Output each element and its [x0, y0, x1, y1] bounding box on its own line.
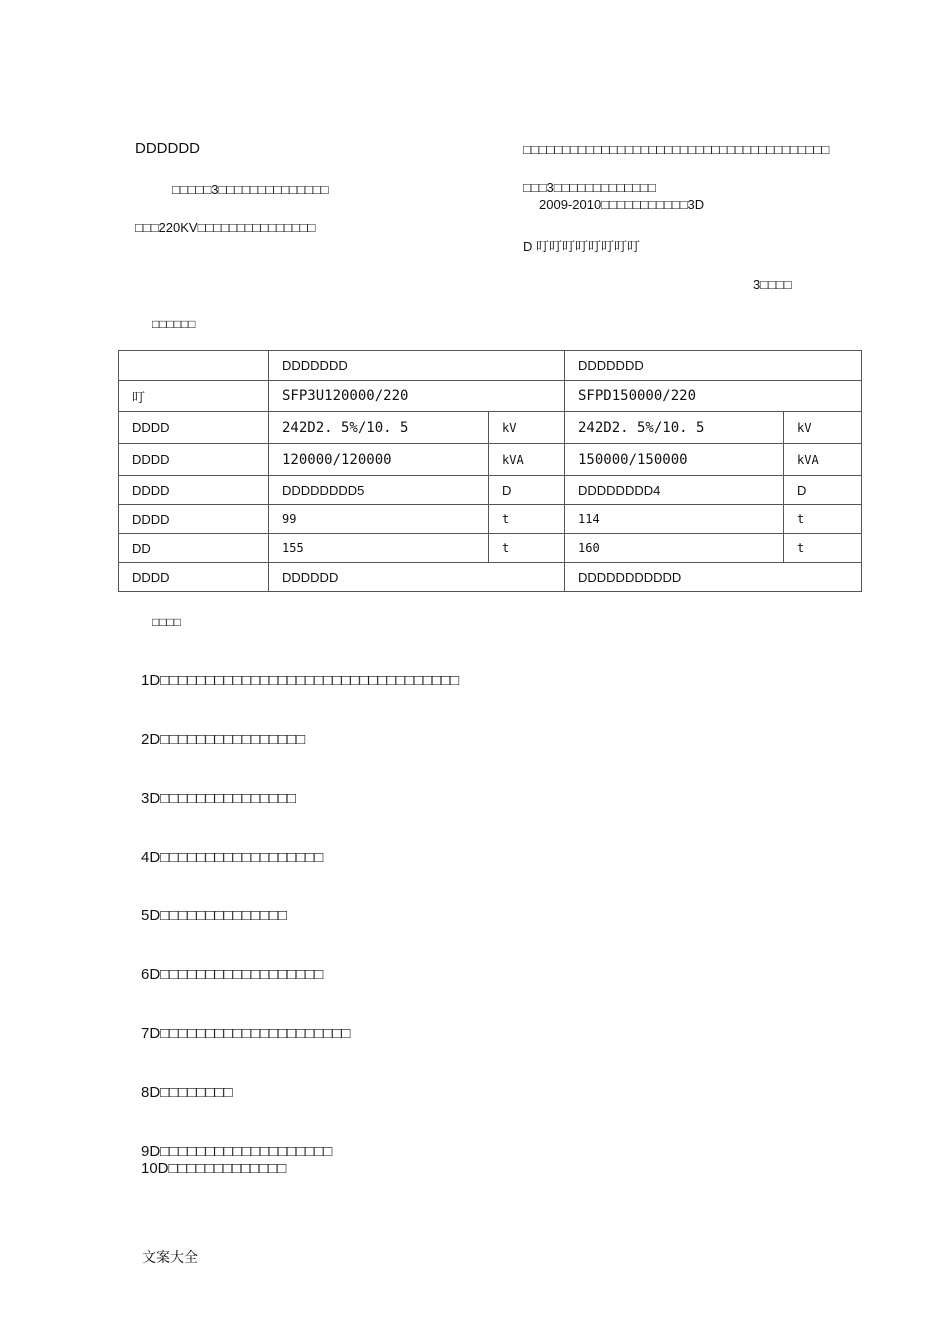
cell-a-unit: t [489, 534, 565, 563]
list-item: 8D□□□□□□□□ [141, 1084, 233, 1101]
table-header-cell: DDDDDDD [565, 351, 862, 381]
cell-b-unit: kV [784, 412, 862, 444]
table-row [119, 534, 862, 563]
footer-text: 文案大全 [142, 1250, 198, 1266]
paragraph-5: D 叮叮叮叮叮叮叮叮 [523, 239, 641, 254]
table-row [119, 563, 862, 592]
table-header-cell: DDDDDDD [269, 351, 565, 381]
list-item: 5D□□□□□□□□□□□□□□ [141, 907, 288, 924]
list-item: 1D□□□□□□□□□□□□□□□□□□□□□□□□□□□□□□□□□ [141, 672, 460, 689]
table-row [119, 444, 862, 476]
paragraph-3: 2009-2010□□□□□□□□□□□3D [539, 197, 705, 212]
left-title: DDDDDD [135, 140, 200, 157]
cell-b: DDDDDDDDDDD [565, 563, 862, 592]
row-label: 叮 [119, 381, 269, 412]
list-item: 6D□□□□□□□□□□□□□□□□□□ [141, 966, 324, 983]
row-label: DDDD [119, 444, 269, 476]
section-heading-table: □□□□□□ [152, 317, 196, 331]
cell-b: 114 [565, 505, 784, 534]
cell-a: 120000/120000 [269, 444, 489, 476]
cell-b-unit: t [784, 534, 862, 563]
cell-a-unit: D [489, 476, 565, 505]
paragraph-6: 3□□□□ [753, 277, 792, 292]
table-row [119, 381, 862, 412]
table-row [119, 412, 862, 444]
cell-a: SFP3U120000/220 [269, 381, 565, 412]
paragraph-4: □□□220KV□□□□□□□□□□□□□□□ [135, 220, 316, 235]
paragraph-2: □□□3□□□□□□□□□□□□□ [523, 180, 656, 195]
cell-a: DDDDDDDD5 [269, 476, 489, 505]
list-item: 10D□□□□□□□□□□□□□ [141, 1160, 287, 1177]
list-item: 9D□□□□□□□□□□□□□□□□□□□ [141, 1143, 333, 1160]
cell-a: 242D2. 5%/10. 5 [269, 412, 489, 444]
cell-a: 155 [269, 534, 489, 563]
row-label: DDDD [119, 412, 269, 444]
cell-b: 160 [565, 534, 784, 563]
cell-b-unit: D [784, 476, 862, 505]
cell-b: 150000/150000 [565, 444, 784, 476]
paragraph-1: □□□□□3□□□□□□□□□□□□□□ [172, 182, 329, 197]
cell-b-unit: t [784, 505, 862, 534]
right-title: □□□□□□□□□□□□□□□□□□□□□□□□□□□□□□□□□□□□□□□ [523, 142, 830, 157]
cell-b: SFPD150000/220 [565, 381, 862, 412]
row-label: DDDD [119, 505, 269, 534]
list-item: 4D□□□□□□□□□□□□□□□□□□ [141, 849, 324, 866]
row-label: DDDD [119, 476, 269, 505]
table-header-row [119, 351, 862, 381]
cell-b-unit: kVA [784, 444, 862, 476]
list-item: 3D□□□□□□□□□□□□□□□ [141, 790, 297, 807]
row-label: DD [119, 534, 269, 563]
cell-b: 242D2. 5%/10. 5 [565, 412, 784, 444]
table-row [119, 505, 862, 534]
list-item: 2D□□□□□□□□□□□□□□□□ [141, 731, 306, 748]
list-item: 7D□□□□□□□□□□□□□□□□□□□□□ [141, 1025, 351, 1042]
spec-table [118, 350, 862, 592]
cell-b: DDDDDDDD4 [565, 476, 784, 505]
cell-a: DDDDDD [269, 563, 565, 592]
table-row [119, 476, 862, 505]
row-label: DDDD [119, 563, 269, 592]
table-header-cell [119, 351, 269, 381]
cell-a-unit: kVA [489, 444, 565, 476]
cell-a-unit: t [489, 505, 565, 534]
cell-a-unit: kV [489, 412, 565, 444]
cell-a: 99 [269, 505, 489, 534]
section-heading-list: □□□□ [152, 615, 181, 629]
